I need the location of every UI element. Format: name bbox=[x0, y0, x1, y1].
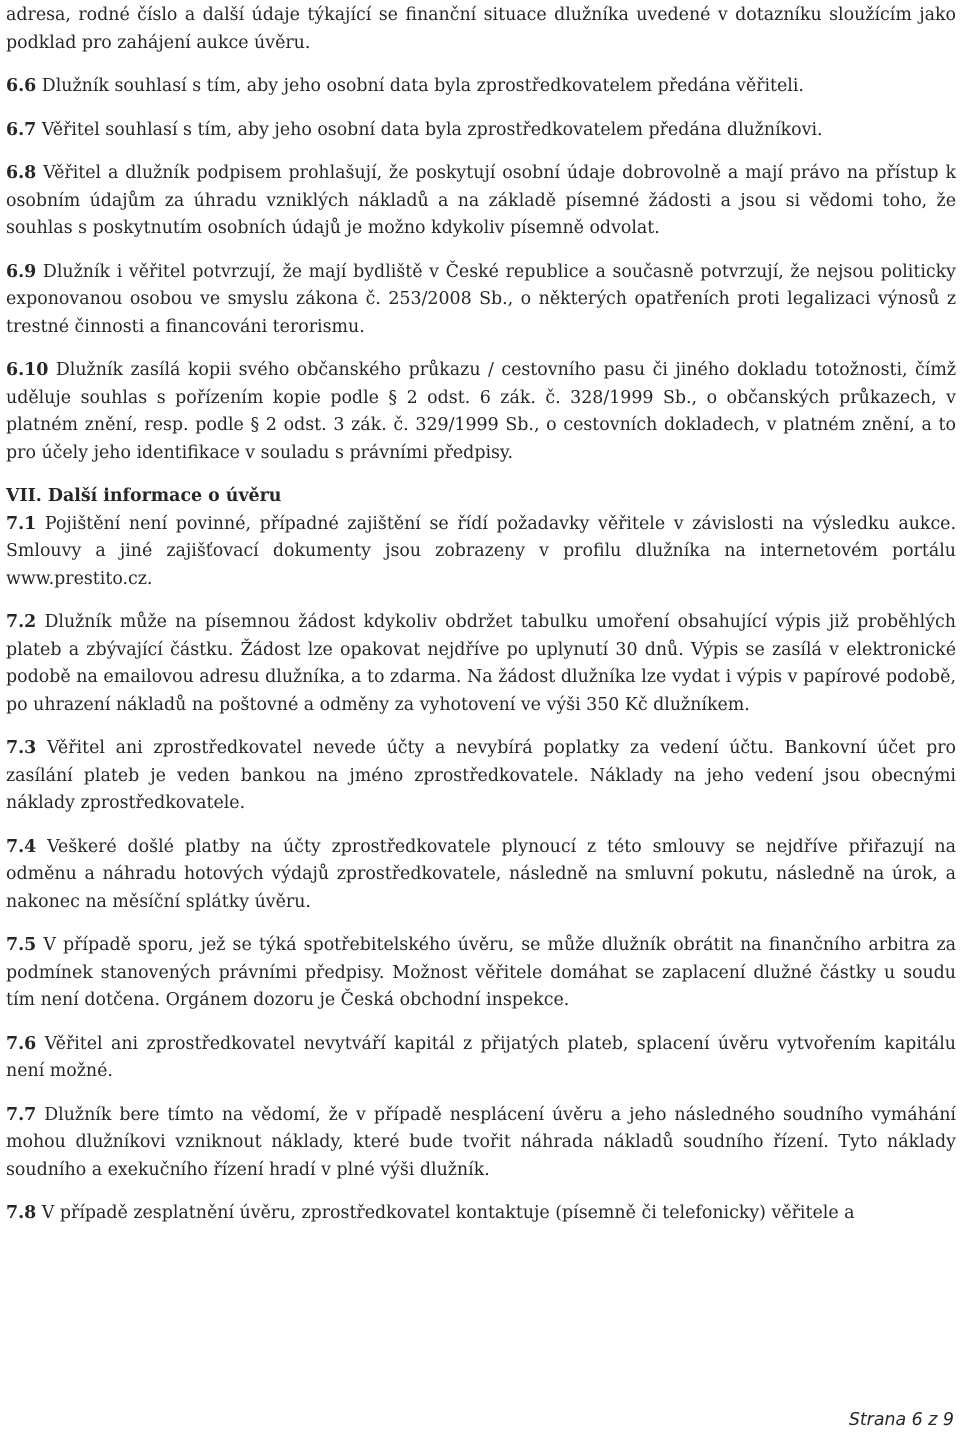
paragraph-7-5 bbox=[6, 932, 956, 1015]
paragraph-number: 7.5 bbox=[6, 935, 37, 955]
page-number-footer: Strana 6 z 9 bbox=[848, 1410, 954, 1430]
paragraph-7-1 bbox=[6, 511, 956, 594]
paragraph-number: 7.8 bbox=[6, 1203, 37, 1223]
paragraph-text: Věřitel souhlasí s tím, aby jeho osobní data byla zprostředkovatelem předána dlužníkovi. bbox=[36, 119, 823, 140]
paragraph-6-9 bbox=[6, 259, 956, 342]
paragraph-number: 7.6 bbox=[6, 1033, 37, 1054]
paragraph-6-7 bbox=[6, 117, 956, 145]
paragraph-text: Dlužník bere tímto na vědomí, že v případě nesplácení úvěru a jeho následného soudního vymáhání mohou dlužníkovi vzniknout náklady, které bude tvořit náhrada nákladů soudního řízení. Tyto náklady soudního a exekučního řízení hradí v plné výši dlužník. bbox=[6, 1104, 956, 1180]
paragraph-number: 7.1 bbox=[6, 513, 37, 534]
paragraph-7-8 bbox=[6, 1200, 956, 1228]
paragraph-text: V případě sporu, jež se týká spotřebitelského úvěru, se může dlužník obrátit na finančního arbitra za podmínek stanovených právními předpisy. Možnost věřitele domáhat se zaplacení dlužné částky u soudu tím není dotčena. Orgánem dozoru je Česká obchodní inspekce. bbox=[6, 935, 956, 1010]
paragraph-7-7 bbox=[6, 1102, 956, 1185]
paragraph-number: 6.7 bbox=[6, 119, 37, 140]
paragraph-text: Pojištění není povinné, případné zajištění se řídí požadavky věřitele v závislosti na výsledku aukce. Smlouvy a jiné zajišťovací dokumenty jsou zobrazeny v profilu dlužníka na internetovém portálu www.prestito.cz. bbox=[6, 513, 956, 589]
paragraph-text: adresa, rodné číslo a další údaje týkající se finanční situace dlužníka uvedené v dotazníku sloužícím jako podklad pro zahájení aukce úvěru. bbox=[6, 5, 956, 53]
paragraph-text: Dlužník i věřitel potvrzují, že mají bydliště v České republice a současně potvrzují, že nejsou politicky exponovanou osobou ve smyslu zákona č. 253/2008 Sb., o některých opatřeních proti legalizaci výnosů z trestné činnosti a financováni terorismu. bbox=[6, 261, 956, 337]
paragraph-number: 6.8 bbox=[6, 163, 37, 183]
paragraph-7-3 bbox=[6, 735, 956, 818]
paragraph-number: 6.9 bbox=[6, 261, 37, 282]
section-heading: VII. Další informace o úvěru bbox=[6, 486, 282, 506]
paragraph-6-5-continuation bbox=[6, 2, 956, 57]
paragraph-number: 6.10 bbox=[6, 360, 49, 380]
section-7 bbox=[6, 483, 956, 1228]
paragraph-number: 7.3 bbox=[6, 738, 37, 758]
paragraph-number: 7.4 bbox=[6, 836, 37, 857]
paragraph-text: Věřitel ani zprostředkovatel nevede účty a nevybírá poplatky za vedení účtu. Bankovní účet pro zasílání plateb je veden bankou na jméno zprostředkovatele. Náklady na jeho vedení jsou obecnými náklady zprostředkovatele. bbox=[6, 738, 956, 813]
paragraph-text: V případě zesplatnění úvěru, zprostředkovatel kontaktuje (písemně či telefonicky) věřitele a bbox=[36, 1203, 855, 1223]
paragraph-6-8 bbox=[6, 160, 956, 243]
paragraph-number: 7.2 bbox=[6, 612, 37, 632]
paragraph-text: Veškeré došlé platby na účty zprostředkovatele plynoucí z této smlouvy se nejdříve přiřazují na odměnu a náhradu hotových výdajů zprostředkovatele, následně na smluvní pokutu, následně na úrok, a nakonec na měsíční splátky úvěru. bbox=[6, 836, 956, 912]
paragraph-number: 6.6 bbox=[6, 76, 37, 96]
paragraph-text: Věřitel a dlužník podpisem prohlašují, že poskytují osobní údaje dobrovolně a mají právo na přístup k osobním údajům za úhradu vzniklých nákladů a na základě písemné žádosti a jsou si vědomi toho, že souhlas s poskytnutím osobních údajů je možno kdykoliv písemně odvolat. bbox=[6, 163, 956, 238]
paragraph-7-4 bbox=[6, 834, 956, 917]
paragraph-text: Dlužník zasílá kopii svého občanského průkazu / cestovního pasu či jiného dokladu totožnosti, čímž uděluje souhlas s pořízením kopie podle § 2 odst. 6 zák. č. 328/1999 Sb., o občanských průkazech, v platném znění, resp. podle § 2 odst. 3 zák. č. 329/1999 Sb., o cestovních dokladech, v platném znění, a to pro účely jeho identifikace v souladu s právními předpisy. bbox=[6, 360, 956, 463]
paragraph-text: Věřitel ani zprostředkovatel nevytváří kapitál z přijatých plateb, splacení úvěru vytvořením kapitálu není možné. bbox=[6, 1033, 956, 1081]
paragraph-6-10 bbox=[6, 357, 956, 467]
paragraph-7-2 bbox=[6, 609, 956, 719]
paragraph-text: Dlužník souhlasí s tím, aby jeho osobní data byla zprostředkovatelem předána věřiteli. bbox=[36, 76, 804, 96]
document-page bbox=[6, 0, 956, 1244]
paragraph-7-6 bbox=[6, 1031, 956, 1086]
paragraph-6-6 bbox=[6, 73, 956, 101]
paragraph-text: Dlužník může na písemnou žádost kdykoliv obdržet tabulku umoření obsahující výpis již proběhlých plateb a zbývající částku. Žádost lze opakovat nejdříve po uplynutí 30 dnů. Výpis se zasílá v elektronické podobě na emailovou adresu dlužníka, a to zdarma. Na žádost dlužníka lze vydat i výpis v papírové podobě, po uhrazení nákladů na poštovné a odměny za vyhotovení ve výši 350 Kč dlužníkem. bbox=[6, 612, 956, 715]
paragraph-number: 7.7 bbox=[6, 1104, 37, 1125]
